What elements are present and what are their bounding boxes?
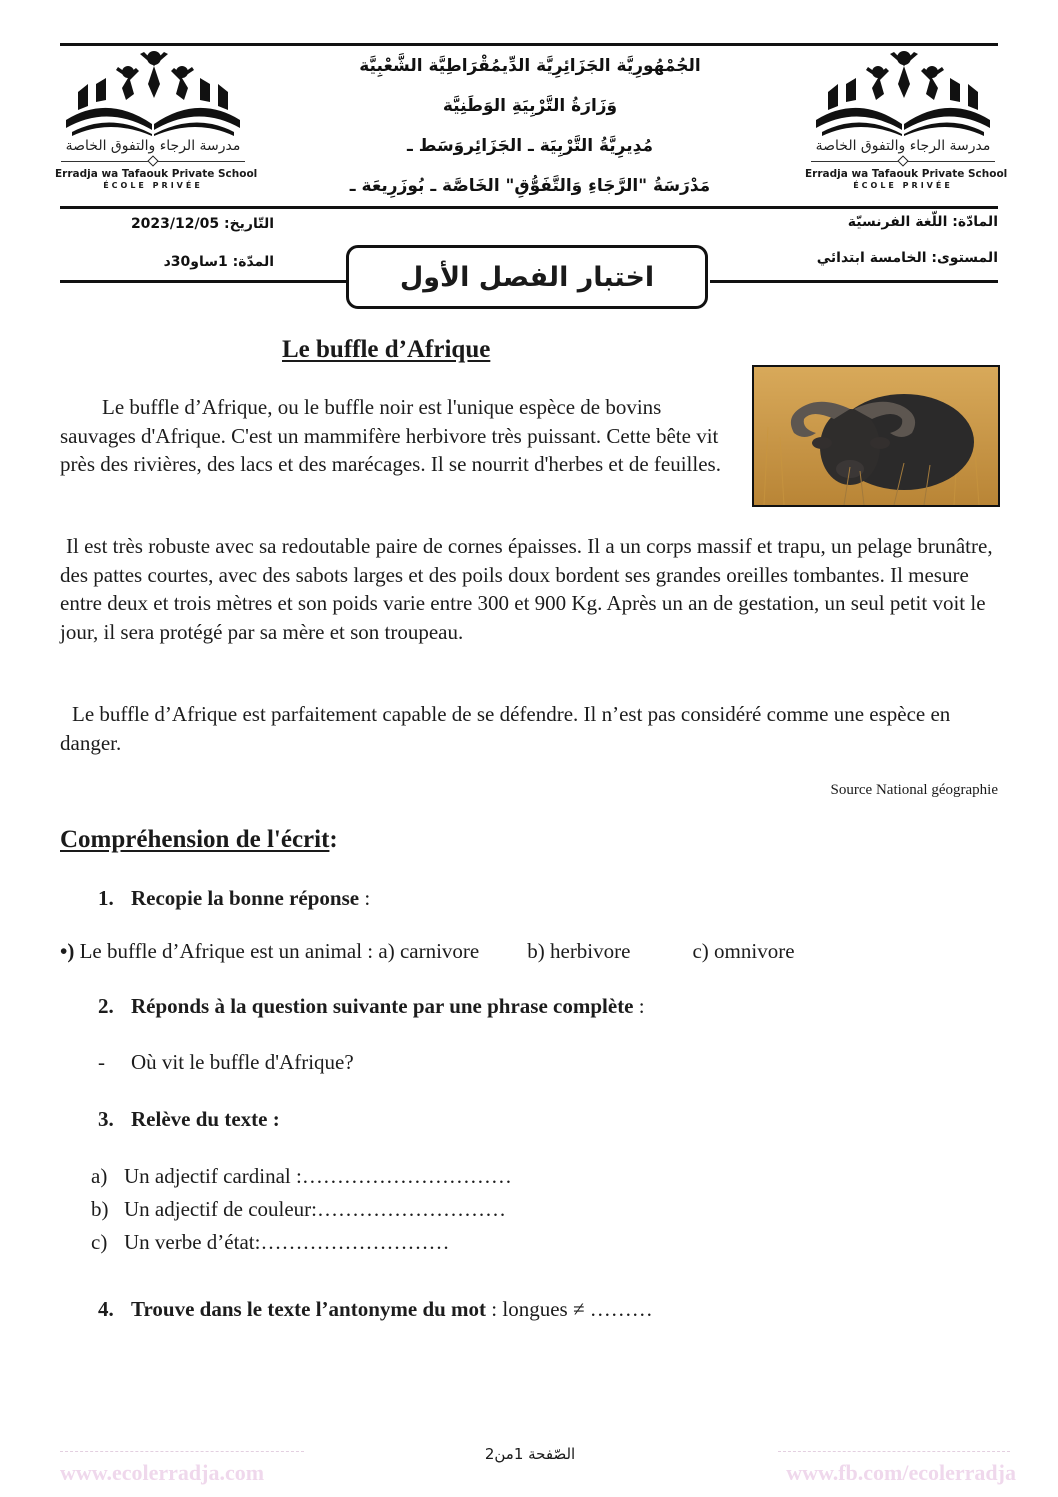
logo-arabic-name: مدرسة الرجاء والتفوق الخاصة bbox=[65, 138, 241, 154]
question-3-item-b bbox=[91, 1197, 506, 1222]
logo-separator bbox=[61, 156, 245, 166]
question-label: Relève du texte : bbox=[131, 1107, 280, 1131]
question-3-item-a bbox=[91, 1164, 512, 1189]
item-text: Un adjectif de couleur:……………………… bbox=[124, 1197, 506, 1221]
question-suffix: : bbox=[359, 886, 371, 910]
question-suffix: : bbox=[633, 994, 645, 1018]
header-directorate: مُدِيرِيَّةُ التَّرْبِيَة ـ الجَزَائِروَسَط ـ bbox=[407, 136, 653, 156]
logo-english-name: Erradja wa Tafaouk Private School bbox=[55, 168, 258, 180]
footer-website-link[interactable]: www.ecolerradja.com bbox=[60, 1460, 265, 1485]
comprehension-title-text: Compréhension de l'écrit bbox=[60, 826, 330, 853]
paragraph-1: Le buffle d’Afrique, ou le buffle noir est l'unique espèce de bovins sauvages d'Afrique. C'est un mammifère herbivore très puissant. Cette bête vit près des rivières, des lacs et des marécages. Il se nourrit d'herbes et de feuilles. bbox=[60, 395, 721, 476]
question-1 bbox=[98, 886, 370, 911]
comprehension-title bbox=[60, 826, 338, 854]
question-2 bbox=[98, 994, 645, 1019]
header-middle-rule bbox=[60, 206, 998, 209]
question-3 bbox=[98, 1107, 280, 1132]
dash-marker: - bbox=[98, 1050, 105, 1074]
item-text: Un adjectif cardinal :………………………… bbox=[124, 1164, 512, 1188]
title-rule-right bbox=[710, 280, 998, 283]
question-number: 3. bbox=[98, 1107, 114, 1131]
question-label: Réponds à la question suivante par une phrase complète bbox=[131, 994, 634, 1018]
text-source: Source National géographie bbox=[830, 782, 998, 798]
bullet-marker: •) bbox=[60, 939, 75, 963]
question-1-choices bbox=[60, 939, 795, 964]
question-number: 4. bbox=[98, 1297, 114, 1321]
question-number: 1. bbox=[98, 886, 114, 910]
question-text: Où vit le buffle d'Afrique? bbox=[131, 1050, 354, 1074]
diamond-icon bbox=[147, 155, 158, 166]
header-top-rule bbox=[60, 43, 998, 46]
header-school-name: مَدْرَسَةُ "الرَّجَاءِ وَالتَّفَوُّقِ" الخَاصَّة ـ بُوزَرِيعَة ـ bbox=[349, 176, 711, 196]
text-title: Le buffle d’Afrique bbox=[282, 336, 491, 363]
school-logo-right bbox=[805, 50, 1008, 200]
page-number: الصّفحة 1من2 bbox=[484, 1445, 576, 1463]
footer-dashed-line-left bbox=[60, 1451, 304, 1452]
exam-duration: المدّة: 1ساو30د bbox=[163, 254, 274, 270]
header-ministry: وَزَارَةُ التَّرْبِيَةِ الوَطَنِيَّة bbox=[442, 96, 618, 116]
exam-subject: المادّة: اللّغة الفرنسيّة bbox=[847, 214, 998, 230]
option-a: a) carnivore bbox=[378, 939, 480, 963]
exam-title: اختبار الفصل الأول bbox=[399, 261, 655, 293]
item-marker: c) bbox=[91, 1230, 108, 1254]
item-marker: b) bbox=[91, 1197, 109, 1221]
logo-arabic-name: مدرسة الرجاء والتفوق الخاصة bbox=[815, 138, 991, 154]
footer-dashed-line-right bbox=[778, 1451, 1010, 1452]
item-marker: a) bbox=[91, 1164, 108, 1188]
logo-separator bbox=[811, 156, 995, 166]
option-b: b) herbivore bbox=[527, 939, 631, 963]
paragraph-3: Le buffle d’Afrique est parfaitement capable de se défendre. Il n’est pas considéré comme une espèce en danger. bbox=[60, 702, 951, 755]
header-republic: الجُمْهُورِيَّة الجَزَائِرِيَّة الدِّيمُقْرَاطِيَّة الشَّعْبِيَّة bbox=[359, 56, 701, 76]
exam-title-box bbox=[346, 245, 708, 309]
buffalo-photo bbox=[752, 365, 1000, 507]
exam-level: المستوى: الخامسة ابتدائي bbox=[816, 250, 998, 266]
question-suffix: : longues ≠ ……… bbox=[486, 1297, 653, 1321]
logo-english-name: Erradja wa Tafaouk Private School bbox=[805, 168, 1008, 180]
exam-date: التّاريخ: 2023/12/05 bbox=[130, 216, 274, 232]
paragraph-2: Il est très robuste avec sa redoutable paire de cornes épaisses. Il a un corps massif et trapu, un pelage brunâtre, des pattes courtes, avec des sabots larges et des poils doux bordent ses grandes oreilles tombantes. Il mesure entre deux et trois mètres et son poids varie entre 300 et 900 Kg. Après un an de gestation, un seul petit voit le jour, il sera protégé par sa mère et son troupeau. bbox=[60, 534, 993, 644]
question-stem: Le buffle d’Afrique est un animal : bbox=[74, 939, 379, 963]
question-4 bbox=[98, 1297, 653, 1322]
item-text: Un verbe d’état:……………………… bbox=[124, 1230, 450, 1254]
title-rule-left bbox=[60, 280, 346, 283]
open-book-children-icon bbox=[58, 50, 248, 136]
diamond-icon bbox=[897, 155, 908, 166]
buffalo-image-icon bbox=[754, 367, 998, 505]
logo-french-label: ÉCOLE PRIVÉE bbox=[103, 181, 203, 190]
question-number: 2. bbox=[98, 994, 114, 1018]
question-label: Trouve dans le texte l’antonyme du mot bbox=[131, 1297, 487, 1321]
logo-french-label: ÉCOLE PRIVÉE bbox=[853, 181, 953, 190]
question-label: Recopie la bonne réponse bbox=[131, 886, 360, 910]
footer-facebook-link[interactable]: www.fb.com/ecolerradja bbox=[786, 1460, 1016, 1485]
school-logo-left bbox=[55, 50, 258, 200]
open-book-children-icon bbox=[808, 50, 998, 136]
question-3-item-c bbox=[91, 1230, 449, 1255]
comprehension-title-colon: : bbox=[329, 826, 338, 853]
question-2-prompt bbox=[98, 1050, 354, 1075]
option-c: c) omnivore bbox=[692, 939, 795, 963]
